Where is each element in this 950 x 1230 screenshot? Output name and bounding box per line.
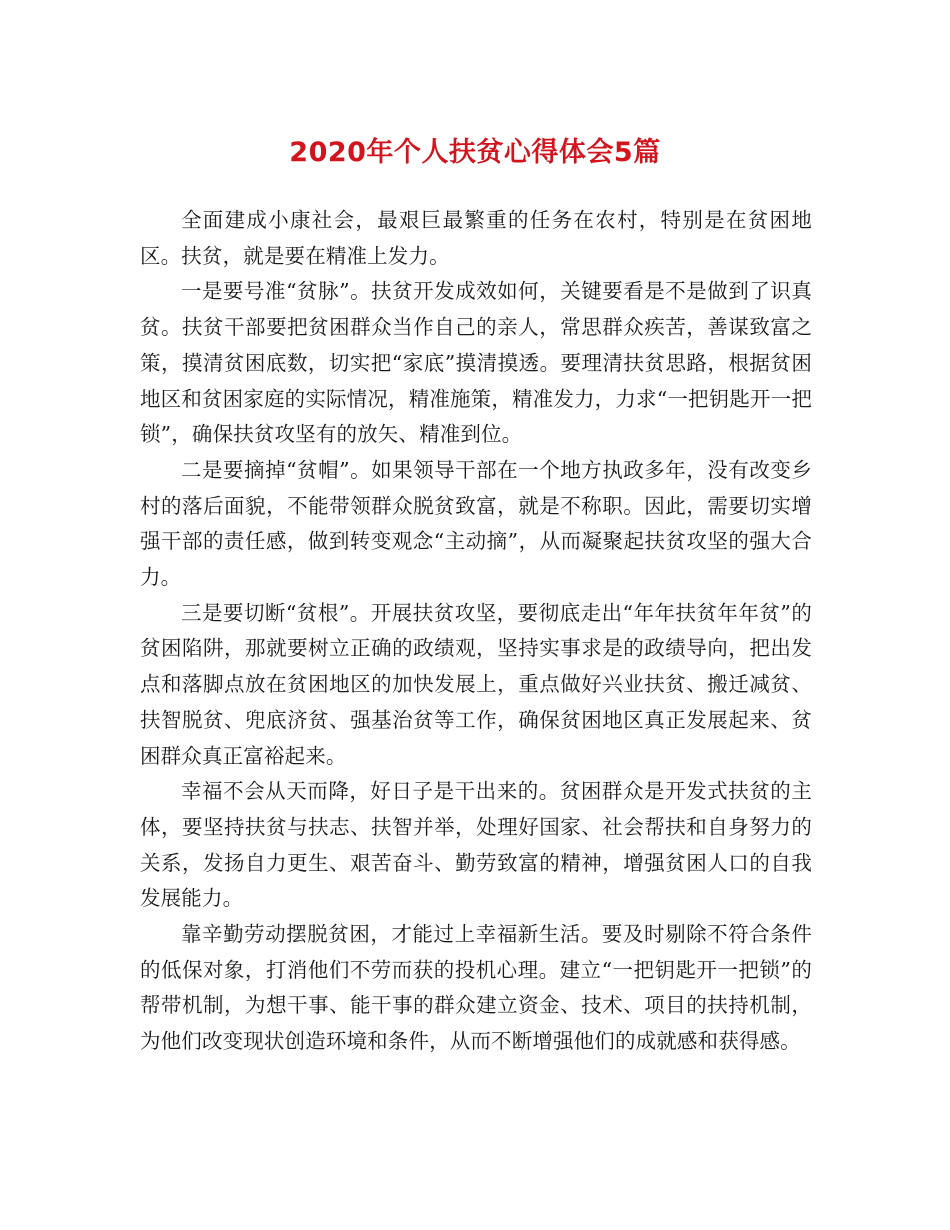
paragraph-point-two: 二是要摘掉“贫帽”。如果领导干部在一个地方执政多年，没有改变乡村的落后面貌，不能带领群众脱贫致富，就是不称职。因此，需要切实增强干部的责任感，做到转变观念“主动摘”，从而凝聚起扶贫攻坚的强大合力。 [140,457,812,590]
paragraph-point-three: 三是要切断“贫根”。开展扶贫攻坚，要彻底走出“年年扶贫年年贫”的贫困陷阱，那就要树立正确的政绩观，坚持实事求是的政绩导向，把出发点和落脚点放在贫困地区的加快发展上，重点做好兴业扶贫、搬迁减贫、扶智脱贫、兜底济贫、强基治贫等工作，确保贫困地区真正发展起来、贫困群众真正富裕起来。 [140,600,812,768]
paragraph-happiness: 幸福不会从天而降，好日子是干出来的。贫困群众是开发式扶贫的主体，要坚持扶贫与扶志、扶智并举，处理好国家、社会帮扶和自身努力的关系，发扬自力更生、艰苦奋斗、勤劳致富的精神，增强贫困人口的自我发展能力。 [140,779,812,911]
paragraph-intro: 全面建成小康社会，最艰巨最繁重的任务在农村，特别是在贫困地区。扶贫，就是要在精准上发力。 [140,208,812,268]
paragraph-hard-work: 靠辛勤劳动摆脱贫困，才能过上幸福新生活。要及时剔除不符合条件的低保对象，打消他们不劳而获的投机心理。建立“一把钥匙开一把锁”的帮带机制，为想干事、能干事的群众建立资金、技术、项目的扶持机制，为他们改变现状创造环境和条件，从而不断增强他们的成就感和获得感。 [140,922,812,1054]
document-title: 2020年个人扶贫心得体会5篇 [289,137,661,168]
paragraph-point-one: 一是要号准“贫脉”。扶贫开发成效如何，关键要看是不是做到了识真贫。扶贫干部要把贫困群众当作自己的亲人，常思群众疾苦，善谋致富之策，摸清贫困底数，切实把“家底”摸清摸透。要理清扶贫思路，根据贫困地区和贫困家庭的实际情况，精准施策，精准发力，力求“一把钥匙开一把锁”，确保扶贫攻坚有的放矢、精准到位。 [140,279,812,447]
document-body [140,203,812,1060]
